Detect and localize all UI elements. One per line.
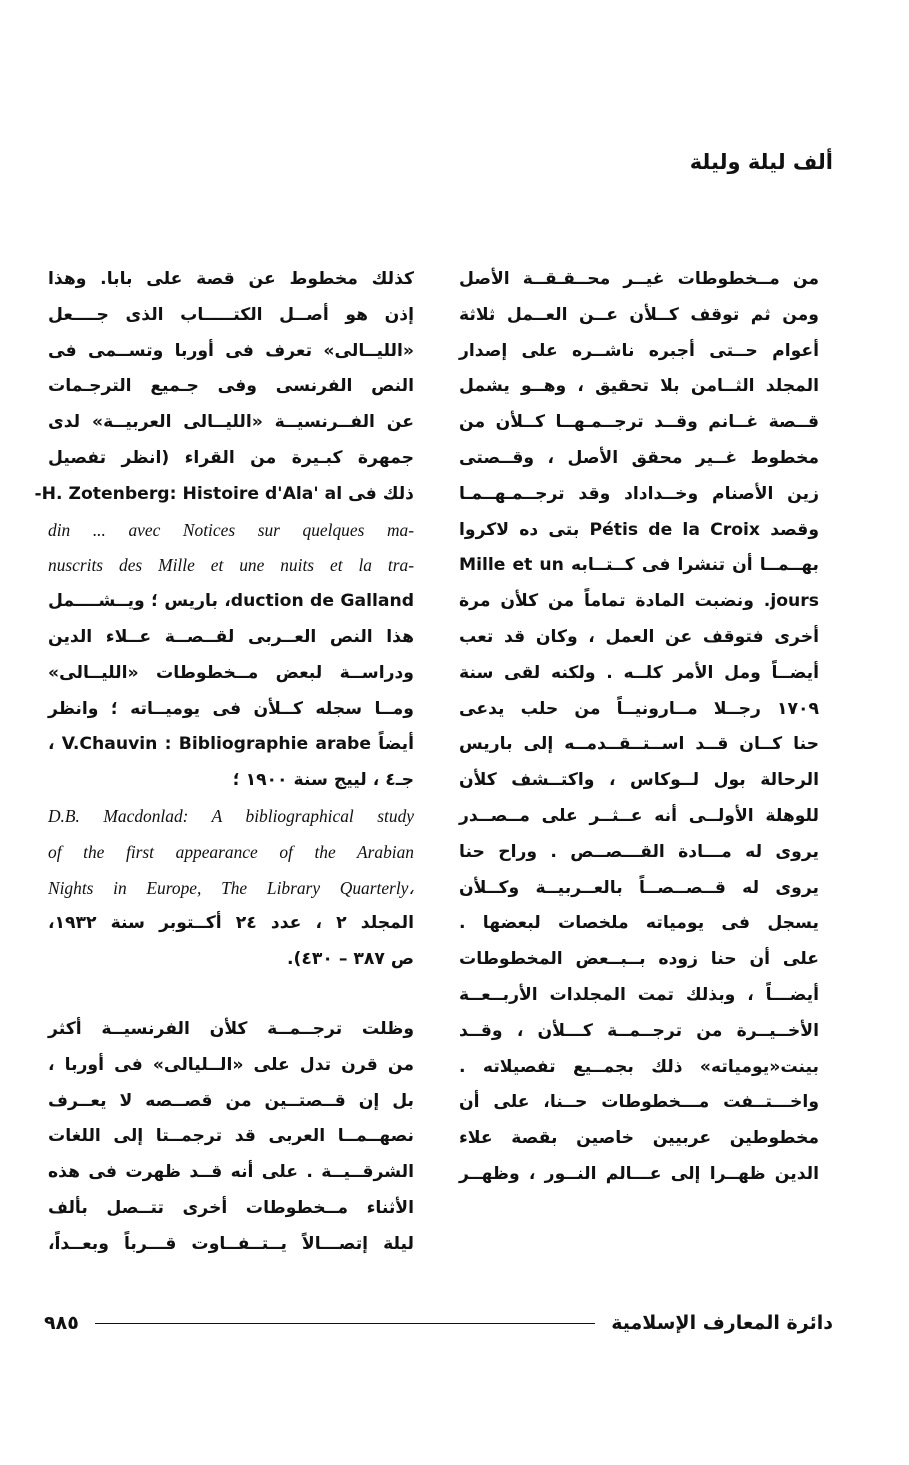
text-line: جـ٤ ، لييج سنة ١٩٠٠ ؛	[232, 770, 414, 791]
text-line: ومن ثم توقف كــلأن عــن العــمل ثلاثة	[459, 304, 819, 325]
text-line: وقصد Pétis de la Croix بتى ده لاكروا	[459, 519, 819, 540]
right-column	[459, 262, 819, 1193]
text-line: يروى له مـــادة القـــصــص . وراح حنا	[459, 841, 819, 862]
text-line: عن الفــرنسيــة «الليــالى العربيــة» لدى	[48, 412, 414, 433]
text-line: من قرن تدل على «الــليالى» فى أوربا ،	[48, 1054, 414, 1075]
text-line: ١٧٠٩ رجــلا مــارونيــاً من حلب يدعى	[459, 698, 819, 719]
latin-text-line: nuscrits des Mille et une nuits et la tra-	[48, 555, 414, 576]
text-line: الأثناء مــخطوطات أخرى تتــصل بألف	[48, 1197, 414, 1218]
text-line: على أن حنا زوده بــبــعض المخطوطات	[459, 949, 819, 970]
text-line: المجلد ٢ ، عدد ٢٤ أكــتوبر سنة ١٩٣٢،	[48, 913, 414, 934]
left-column	[34, 262, 414, 1263]
latin-text-line: D.B. Macdonlad: A bibliographical study	[48, 805, 414, 826]
text-line: بهــمــا أن تنشرا فى كــتــابه Mille et un	[459, 555, 820, 576]
text-line: ص ٣٨٧ – ٤٣٠).	[286, 949, 414, 970]
text-line: ذلك فى H. Zotenberg: Histoire d'Ala' al-	[34, 483, 414, 504]
text-line: من مــخطوطات غيــر محــقـقــة الأصل	[459, 269, 819, 289]
text-line: وظلت ترجــمــة كلأن الفرنسيــة أكثر	[48, 1018, 414, 1039]
text-line: المجلد الثــامن بلا تحقيق ، وهــو يشمل	[459, 376, 819, 397]
text-line: مخطوطين عربيين خاصين بقصة علاء	[459, 1128, 819, 1149]
latin-text-line: din ... avec Notices sur quelques ma-	[48, 519, 414, 540]
text-line: جمهرة كبـيرة من القراء (انظر تفصيل	[48, 447, 414, 468]
text-line: حنا كــان قــد اســتــقــدمــه إلى باريس	[459, 734, 819, 755]
text-line: الدين ظهــرا إلى عـــالم النــور ، وظهــر	[459, 1163, 819, 1184]
text-line: كذلك مخطوط عن قصة على بابا. وهذا	[48, 269, 414, 289]
text-line: أيضاً V.Chauvin : Bibliographie arabe ،	[48, 734, 414, 755]
text-line: بل إن قــصتــين من قصــصه لا يعــرف	[48, 1090, 414, 1111]
text-line: ليلة إتصـــالاً يــتــفــاوت قـــرباً وبعــداً،	[48, 1233, 414, 1254]
text-line: النص الفرنسى وفى جـميع الترجـمات	[48, 376, 414, 397]
page-footer	[44, 1308, 833, 1338]
text-line: ومــا سجله كــلأن فى يوميــاته ؛ وانظر	[48, 698, 414, 719]
text-line: مخطوط غــير محقق الأصل ، وقــصتى	[459, 447, 819, 468]
text-line: duction de Galland، باريس ؛ ويــشــــمل	[48, 591, 414, 612]
text-line: أخرى فتوقف عن العمل ، وكان قد تعب	[459, 626, 819, 647]
text-line: قــصة غــانم وقــد ترجــمـهــا كــلأن من	[459, 412, 819, 433]
text-line: ودراســة لبعض مــخطوطات «الليــالى»	[48, 662, 414, 683]
footer-title: دائرة المعارف الإسلامية	[611, 1312, 833, 1334]
text-line: أيضــاً ومل الأمر كلــه . ولكنه لقى سنة	[459, 662, 819, 683]
text-line: إذن هو أصــل الكتـــــاب الذى جــــعل	[48, 304, 414, 325]
text-line: هذا النص العــربى لقــصــة عــلاء الدين	[48, 626, 414, 647]
text-line: واخـــتــفت مـــخطوطات حــنا، على أن	[459, 1092, 819, 1113]
text-line: الشرقــيــة . على أنه قــد ظهرت فى هذه	[48, 1162, 414, 1183]
text-line: يسجل فى يومياته ملخصات لبعضها .	[459, 913, 819, 934]
latin-text-line: of the first appearance of the Arabian	[48, 841, 414, 862]
text-line: أعوام حــتى أجبره ناشــره على إصدار	[459, 340, 819, 361]
text-line: يروى له قــصــصــاً بالعــربيــة وكــلأن	[459, 877, 819, 898]
text-line: الرحالة بول لــوكاس ، واكتــشف كلأن	[459, 770, 819, 791]
text-line: للوهلة الأولــى أنه عــثــر على مــصــدر	[459, 805, 819, 826]
paragraph-gap	[48, 978, 414, 1012]
text-line: بينت«يومياته» ذلك بجمــيع تفصيلاته .	[459, 1056, 819, 1077]
text-line: الأخــيــرة من ترجــمــة كـــلأن ، وقــد	[459, 1020, 819, 1041]
text-line: أيضـــاً ، وبذلك تمت المجلدات الأربــعــة	[459, 984, 819, 1005]
latin-text-line: Nights in Europe, The Library Quarterly،	[48, 877, 414, 898]
text-line: jours. ونضبت المادة تماماً من كلأن مرة	[459, 591, 819, 612]
text-line: «الليــالى» تعرف فى أوربا وتســمى فى	[48, 340, 414, 361]
running-head: ألف ليلة وليلة	[689, 150, 833, 174]
text-line: نصهــمــا العربى قد ترجمــتا إلى اللغات	[48, 1126, 414, 1147]
footer-rule	[95, 1323, 595, 1324]
page-number: ٩٨٥	[44, 1312, 79, 1334]
text-line: زين الأصنام وخــداداد وقد ترجــمـهــمـا	[459, 483, 819, 504]
